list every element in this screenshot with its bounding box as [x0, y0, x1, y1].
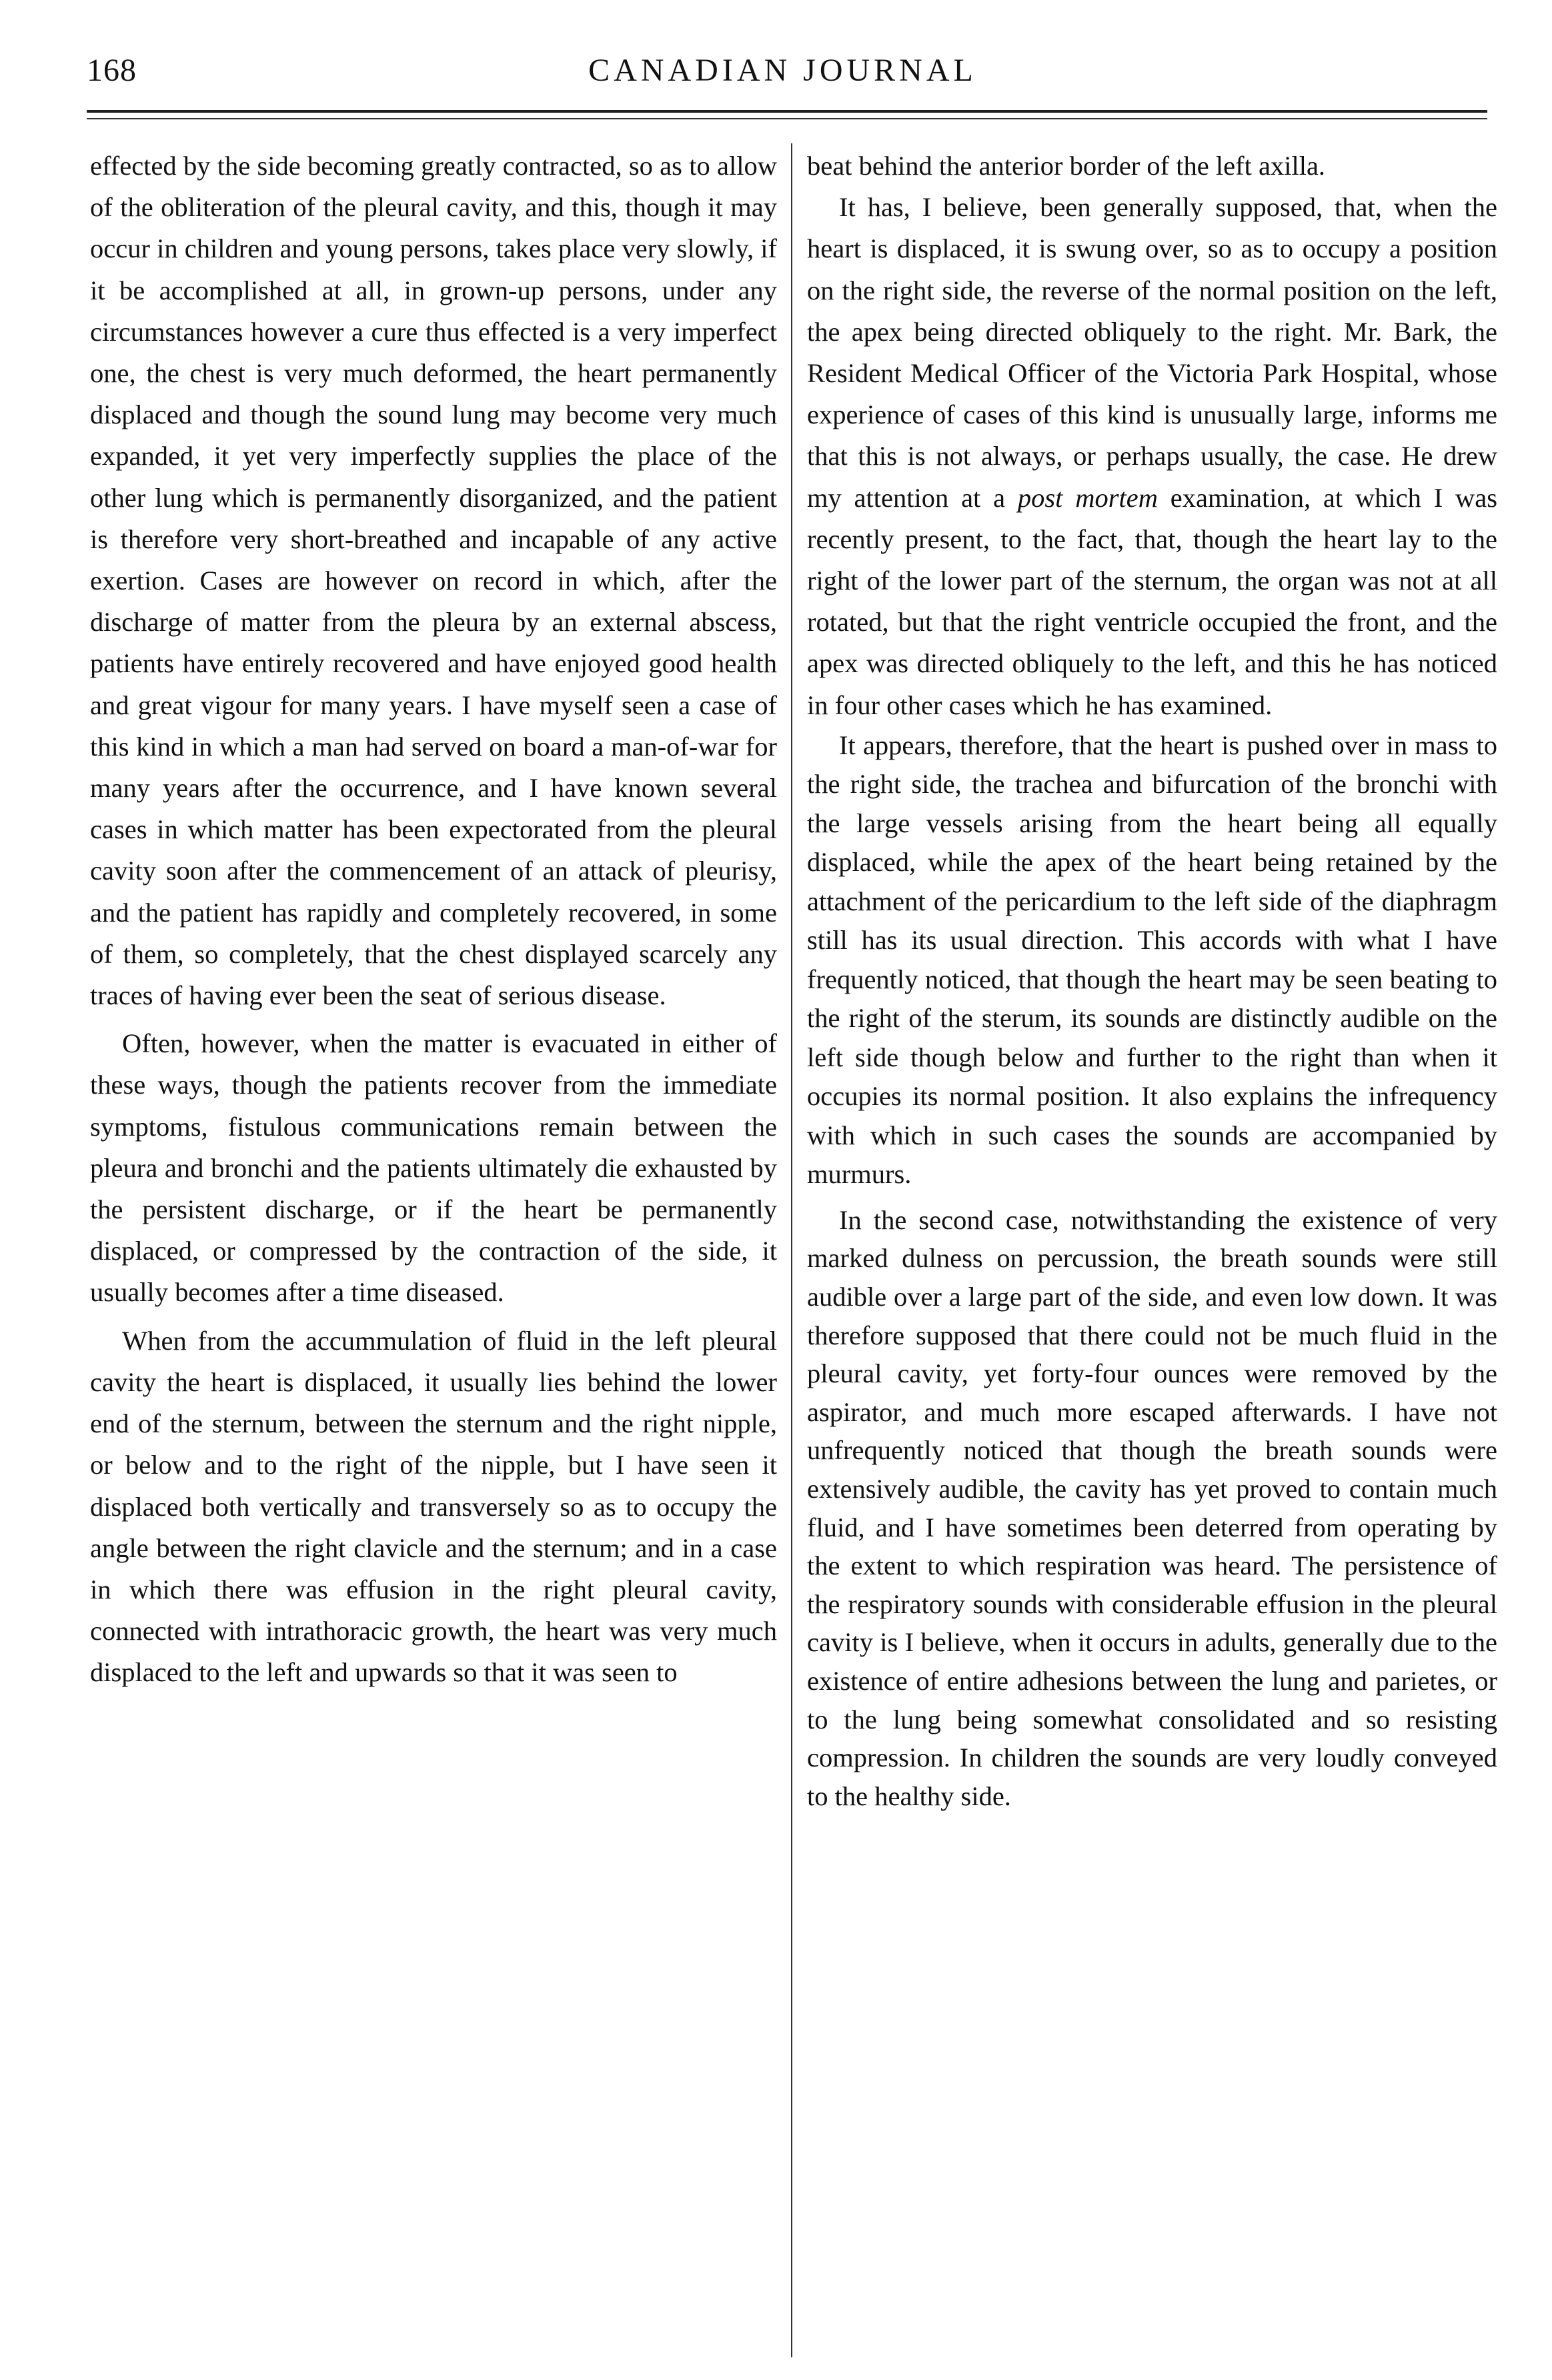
right-column [807, 145, 1497, 1815]
right-paragraph-2-italic: post mortem [1017, 482, 1158, 513]
page-header [87, 52, 1479, 105]
right-paragraph-1: beat behind the anterior border of the left axilla. [807, 151, 1326, 181]
header-rule [87, 110, 1487, 113]
right-paragraph-3: It appears, therefore, that the heart is pushed over in mass to the right side, the trachea and bifurcation of the bronchi with the large vessels arising from the heart being all equally displaced, while the apex of the heart being retained by the attachment of the pericardium to the left side of the diaphragm still has its usual direction. This accords with what I have frequently noticed, that though the heart may be seen beating to the right of the sterum, its sounds are distinctly audible on the left side though below and further to the right than when it occupies its normal position. It also explains the infrequency with which in such cases the sounds are accompanied by murmurs. [807, 730, 1497, 1190]
left-paragraph-1: effected by the side becoming greatly contracted, so as to allow of the obliteration of the pleural cavity, and this, though it may occur in children and young persons, takes place very slowly, if it be accomplished at all, in grown-up persons, under any circumstances however a cure thus effected is a very imperfect one, the chest is very much deformed, the heart permanently displaced and though the sound lung may become very much expanded, it yet very imperfectly supplies the place of the other lung which is permanently disorganized, and the patient is therefore very short-breathed and incapable of any active exertion. Cases are however on record in which, after the discharge of matter from the pleura by an external abscess, patients have entirely recovered and have enjoyed good health and great vigour for many years. I have myself seen a case of this kind in which a man had served on board a man-of-war for many years after the occurrence, and I have known several cases in which matter has been expectorated from the pleural cavity soon after the commencement of an attack of pleurisy, and the patient has rapidly and completely recovered, in some of them, so completely, that the chest displayed scarcely any traces of having ever been the seat of serious disease. [90, 151, 777, 1011]
page-number: 168 [87, 53, 137, 88]
left-paragraph-3: When from the accummulation of fluid in the left pleural cavity the heart is displaced, it usually lies behind the lower end of the sternum, between the sternum and the right nipple, or below and to the right of the nipple, but I have seen it displaced both vertically and transversely so as to occupy the angle between the right clavicle and the sternum; and in a case in which there was effusion in the right pleural cavity, connected with intrathoracic growth, the heart was very much displaced to the left and upwards so that it was seen to [90, 1325, 777, 1688]
right-paragraph-2-text-a: It has, I believe, been generally supposed, that, when the heart is displaced, it is swung over, so as to occupy a position on the right side, the reverse of the normal position on the left, the apex being directed obliquely to the right. Mr. Bark, the Resident Medical Officer of the Victoria Park Hospital, whose experience of cases of this kind is unusually large, informs me that this is not always, or perhaps usually, the case. He drew my attention at a [807, 192, 1497, 513]
right-paragraph-2 [807, 187, 1497, 726]
running-head: CANADIAN JOURNAL [588, 53, 977, 88]
left-column [90, 145, 777, 1694]
header-rule-thin [87, 118, 1487, 119]
right-paragraph-2-text-b: examination, at which I was recently present, to the fact, that, though the heart lay to the right of the lower part of the sternum, the organ was not at all rotated, but that the right ventricle occupied the front, and the apex was directed obliquely to the left, and this he has noticed in four other cases which he has examined. [807, 482, 1497, 720]
left-paragraph-2: Often, however, when the matter is evacuated in either of these ways, though the patients recover from the immediate symptoms, fistulous communications remain between the pleura and bronchi and the patients ultimately die exhausted by the persistent discharge, or if the heart be permanently displaced, or compressed by the contraction of the side, it usually becomes after a time diseased. [90, 1028, 777, 1308]
column-divider [791, 143, 792, 2357]
right-paragraph-4: In the second case, notwithstanding the existence of very marked dulness on percussion, the breath sounds were still audible over a large part of the side, and even low down. It was therefore supposed that there could not be much fluid in the pleural cavity, yet forty-four ounces were removed by the aspirator, and much more escaped afterwards. I have not unfrequently noticed that though the breath sounds were extensively audible, the cavity has yet proved to contain much fluid, and I have sometimes been deterred from operating by the extent to which respiration was heard. The persistence of the respiratory sounds with considerable effusion in the pleural cavity is I believe, when it occurs in adults, generally due to the existence of entire adhesions between the lung and parietes, or to the lung being somewhat consolidated and so resisting compression. In children the sounds are very loudly conveyed to the healthy side. [807, 1204, 1497, 1811]
